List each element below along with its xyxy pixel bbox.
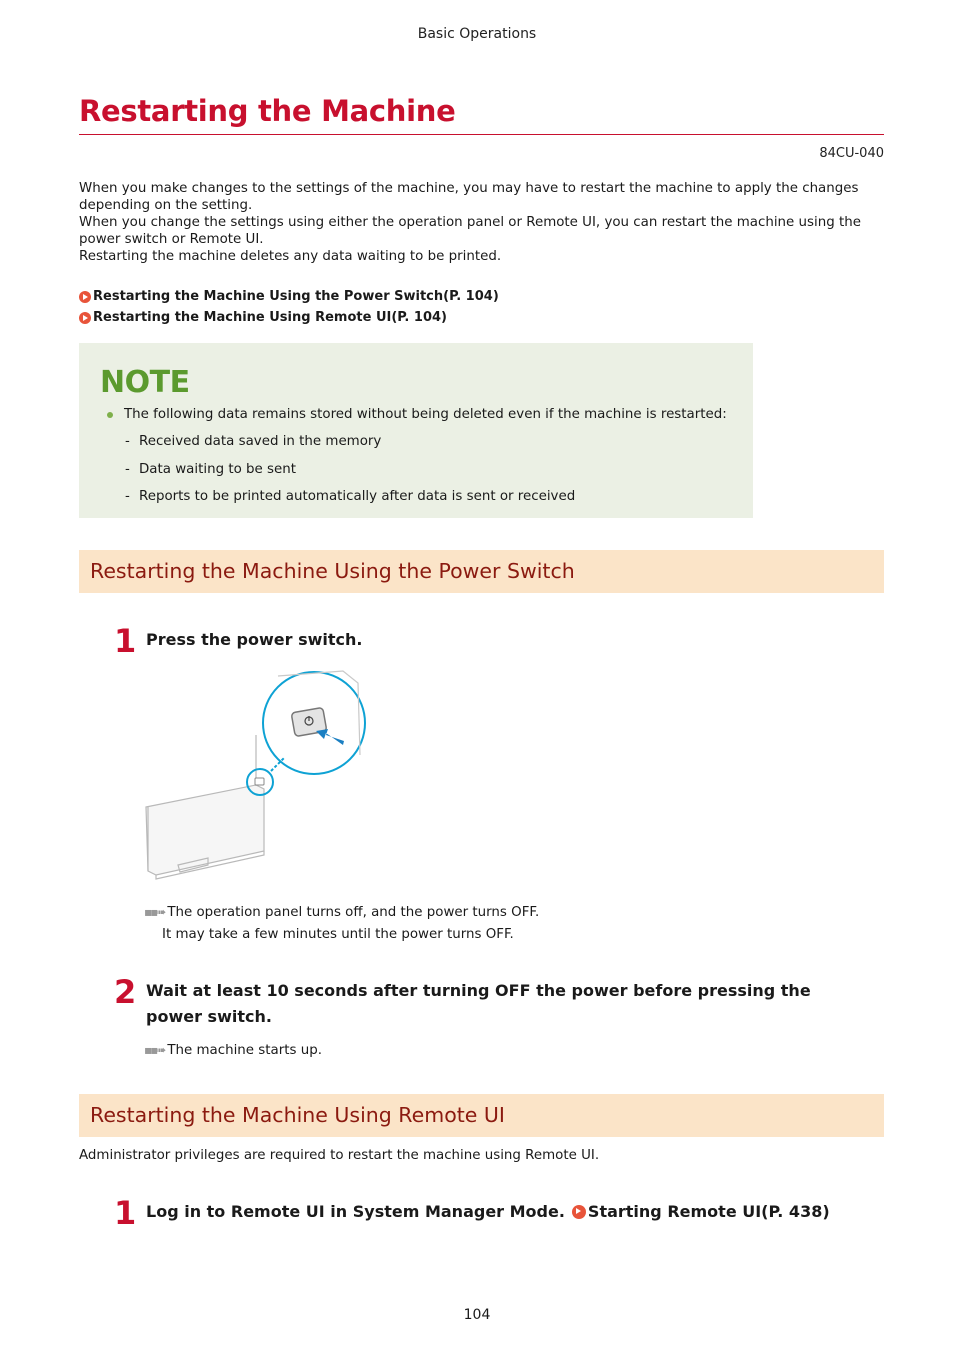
step-result-text: The operation panel turns off, and the power turns OFF. xyxy=(167,905,540,920)
note-bullet xyxy=(107,407,727,422)
section-intro: Administrator privileges are required to restart the machine using Remote UI. xyxy=(79,1148,600,1163)
note-sub-item-text: Received data saved in the memory xyxy=(139,434,382,449)
section-links xyxy=(79,286,499,328)
step-result-text: The machine starts up. xyxy=(167,1043,322,1058)
note-sub-item: - Received data saved in the memory xyxy=(125,434,382,449)
step-number: 1 xyxy=(114,622,137,660)
intro-text xyxy=(79,180,884,265)
section-heading-bar xyxy=(79,1094,884,1137)
link-label[interactable]: Restarting the Machine Using the Power Switch(P. 104) xyxy=(93,289,499,304)
page-number: 104 xyxy=(463,1307,491,1323)
step-instruction: Press the power switch. xyxy=(146,630,363,649)
title-divider xyxy=(79,134,884,135)
note-bullet-text: The following data remains stored without being deleted even if the machine is restarted: xyxy=(124,407,727,422)
note-sub-item: - Reports to be printed automatically after data is sent or received xyxy=(125,489,576,504)
note-label: NOTE xyxy=(100,365,190,400)
link-power-switch-section[interactable] xyxy=(79,286,499,307)
intro-paragraph: Restarting the machine deletes any data waiting to be printed. xyxy=(79,249,502,264)
bullet-dot-icon xyxy=(107,412,113,418)
step-number: 1 xyxy=(114,1194,137,1232)
step-instruction-row xyxy=(146,1199,830,1225)
link-arrow-icon xyxy=(79,291,91,303)
result-arrow-icon: ▪▪➠ xyxy=(144,1043,165,1057)
link-label[interactable]: Restarting the Machine Using Remote UI(P. 104) xyxy=(93,310,447,325)
running-header: Basic Operations xyxy=(417,26,537,42)
step-result-text: It may take a few minutes until the power turns OFF. xyxy=(162,927,514,942)
result-arrow-icon: ▪▪➠ xyxy=(144,905,165,919)
document-code: 84CU-040 xyxy=(819,146,884,161)
link-arrow-icon xyxy=(79,312,91,324)
note-box xyxy=(79,343,753,518)
section-heading: Restarting the Machine Using the Power Switch xyxy=(90,559,575,583)
step-result xyxy=(144,1039,322,1062)
section-heading: Restarting the Machine Using Remote UI xyxy=(90,1103,505,1127)
step-result xyxy=(144,901,539,946)
section-heading-bar xyxy=(79,550,884,593)
intro-paragraph: When you change the settings using either the operation panel or Remote UI, you can restart the machine using the power switch or Remote UI. xyxy=(79,215,861,247)
note-sub-item-text: Data waiting to be sent xyxy=(139,462,296,477)
power-switch-illustration xyxy=(138,665,370,895)
note-sub-item: - Data waiting to be sent xyxy=(125,462,296,477)
link-starting-remote-ui[interactable]: Starting Remote UI(P. 438) xyxy=(587,1202,830,1221)
step-instruction: Log in to Remote UI in System Manager Mode. xyxy=(146,1202,565,1221)
link-remote-ui-section[interactable] xyxy=(79,307,499,328)
link-arrow-icon xyxy=(572,1205,586,1219)
page-title: Restarting the Machine xyxy=(79,94,456,128)
note-sub-item-text: Reports to be printed automatically after data is sent or received xyxy=(139,489,576,504)
step-number: 2 xyxy=(114,973,137,1011)
intro-paragraph: When you make changes to the settings of the machine, you may have to restart the machine to apply the changes depending on the setting. xyxy=(79,181,859,213)
step-instruction: Wait at least 10 seconds after turning OFF the power before pressing the power switch. xyxy=(146,981,811,1026)
